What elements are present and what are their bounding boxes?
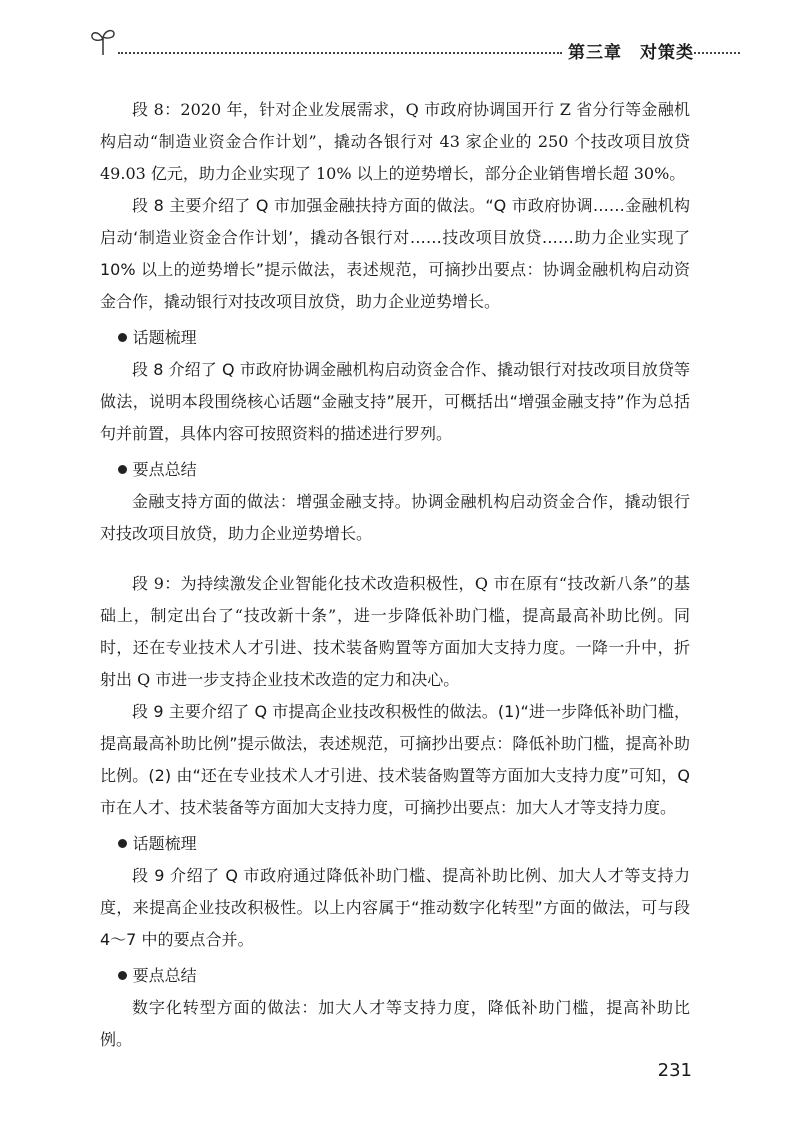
running-header	[0, 0, 800, 80]
summary-paragraph-9: 数字化转型方面的做法：加大人才等支持力度，降低补助门槛，提高补助比例。	[100, 998, 690, 1049]
chapter-number: 第三章	[568, 43, 622, 63]
bullet-icon	[118, 839, 127, 848]
topic-heading-9: 话题梳理	[100, 828, 690, 860]
analysis-paragraph-8: 段 8 主要介绍了 Q 市加强金融扶持方面的做法。“Q 市政府协调……金融机构启动‘制造业资金合作计划’，撬动各银行对……技改项目放贷……助力企业实现了 10% 以上的逆势增长”提示做法，表述规范，可摘抄出要点：协调金融机构启动资金合作，撬动银行对技改项目放贷，助力企业逆势增长。	[100, 196, 690, 311]
page-body	[100, 94, 690, 1056]
summary-heading-9: 要点总结	[100, 960, 690, 992]
topic-paragraph-8: 段 8 介绍了 Q 市政府协调金融机构启动资金合作、撬动银行对技改项目放贷等做法，说明本段围绕核心话题“金融支持”展开，可概括出“增强金融支持”作为总括句并前置，具体内容可按照资料的描述进行罗列。	[100, 360, 690, 443]
topic-paragraph-9: 段 9 介绍了 Q 市政府通过降低补助门槛、提高补助比例、加大人才等支持力度，来提高企业技改积极性。以上内容属于“推动数字化转型”方面的做法，可与段 4～7 中的要点合并。	[100, 866, 690, 949]
bullet-icon	[118, 465, 127, 474]
chapter-title	[568, 38, 694, 63]
analysis-paragraph-9: 段 9 主要介绍了 Q 市提高企业技改积极性的做法。(1)“进一步降低补助门槛，提高最高补助比例”提示做法，表述规范，可摘抄出要点：降低补助门槛，提高补助比例。(2) 由“还在专业技术人才引进、技术装备购置等方面加大支持力度”可知，Q 市在人才、技术装备等方面加大支持力度，可摘抄出要点：加大人才等支持力度。	[100, 702, 690, 817]
chapter-category: 对策类	[640, 43, 694, 63]
page-number: 231	[657, 1060, 692, 1081]
header-rule-left	[118, 52, 562, 54]
sprout-icon	[90, 26, 116, 56]
summary-heading-8: 要点总结	[100, 454, 690, 486]
header-rule-right	[690, 52, 740, 54]
source-paragraph-9: 段 9：为持续激发企业智能化技术改造积极性，Q 市在原有“技改新八条”的基础上，制定出台了“技改新十条”，进一步降低补助门槛，提高最高补助比例。同时，还在专业技术人才引进、技术装备购置等方面加大支持力度。一降一升中，折射出 Q 市进一步支持企业技术改造的定力和决心。	[100, 574, 690, 689]
bullet-icon	[118, 333, 127, 342]
bullet-icon	[118, 971, 127, 980]
topic-heading-8: 话题梳理	[100, 322, 690, 354]
summary-paragraph-8: 金融支持方面的做法：增强金融支持。协调金融机构启动资金合作，撬动银行对技改项目放贷，助力企业逆势增长。	[100, 492, 690, 543]
source-paragraph-8: 段 8：2020 年，针对企业发展需求，Q 市政府协调国开行 Z 省分行等金融机构启动“制造业资金合作计划”，撬动各银行对 43 家企业的 250 个技改项目放贷 49.03 亿元，助力企业实现了 10% 以上的逆势增长，部分企业销售增长超 30%。	[100, 100, 690, 183]
